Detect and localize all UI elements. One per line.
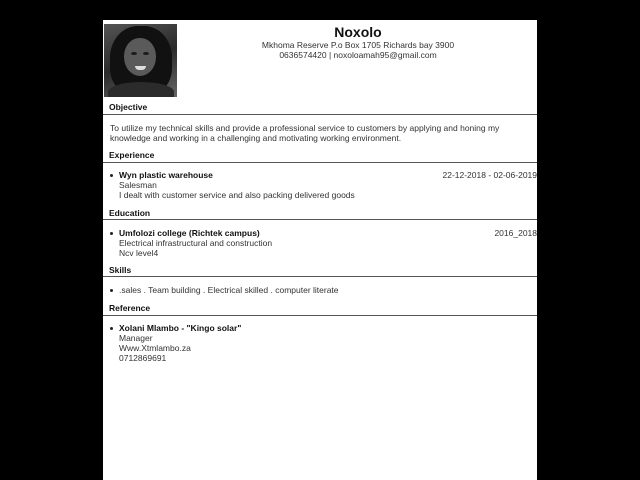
reference-phone: 0712869691 [119, 353, 167, 363]
bullet-icon [110, 174, 113, 177]
resume-header [233, 24, 483, 60]
section-title-reference: Reference [109, 303, 151, 313]
education-course: Electrical infrastructural and construction [119, 238, 273, 248]
skills-list: .sales . Team building . Electrical skilled . computer literate [119, 285, 339, 295]
bullet-icon [110, 232, 113, 235]
section-divider [103, 276, 537, 277]
reference-website: Www.Xtmlambo.za [119, 343, 191, 353]
experience-dates: 22-12-2018 - 02-06-2019 [442, 170, 537, 180]
profile-photo [104, 24, 177, 97]
candidate-contact: 0636574420 | noxoloamah95@gmail.com [279, 50, 437, 60]
section-title-education: Education [109, 208, 151, 218]
bullet-icon [110, 289, 113, 292]
experience-employer: Wyn plastic warehouse [119, 170, 213, 180]
objective-text-line1: To utilize my technical skills and provide a professional service to customers by applying and honing my [110, 123, 500, 133]
section-title-skills: Skills [109, 265, 132, 275]
education-school: Umfolozi college (Richtek campus) [119, 228, 260, 238]
experience-description: I dealt with customer service and also packing delivered goods [119, 190, 355, 200]
bullet-icon [110, 327, 113, 330]
objective-text-line2: knowledge and working in a challenging and motivating working environment. [110, 133, 402, 143]
section-divider [103, 315, 537, 316]
section-title-experience: Experience [109, 150, 155, 160]
experience-role: Salesman [119, 180, 157, 190]
reference-position: Manager [119, 333, 153, 343]
section-divider [103, 219, 537, 220]
section-divider [103, 114, 537, 115]
resume-page [103, 20, 537, 480]
education-level: Ncv level4 [119, 248, 159, 258]
section-divider [103, 162, 537, 163]
reference-name: Xolani Mlambo - "Kingo solar" [119, 323, 242, 333]
education-dates: 2016_2018 [494, 228, 537, 238]
candidate-name: Noxolo [334, 24, 382, 40]
section-title-objective: Objective [109, 102, 148, 112]
candidate-address: Mkhoma Reserve P.o Box 1705 Richards bay 3900 [261, 40, 455, 50]
